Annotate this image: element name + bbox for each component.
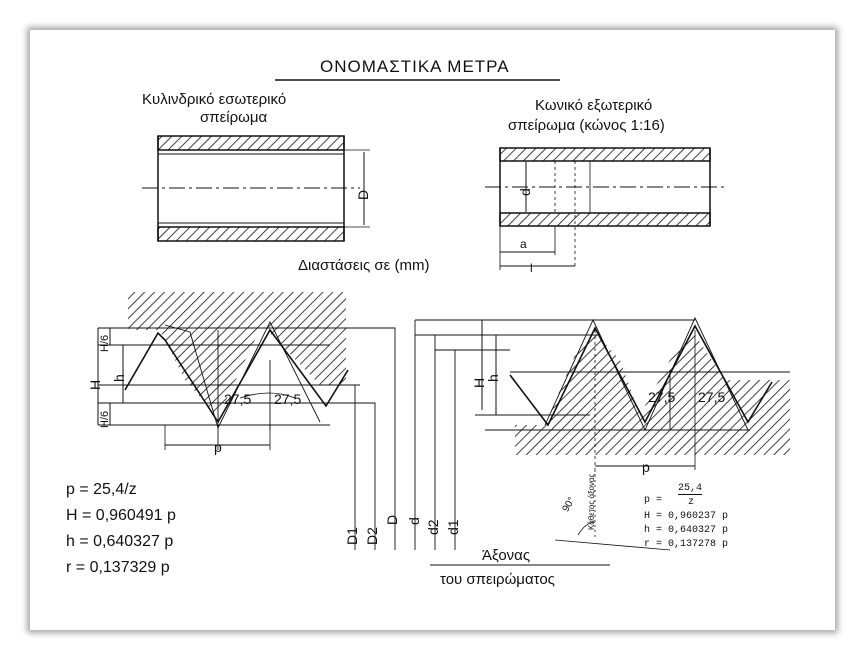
- label-H6-bottom-left: H/6: [99, 410, 111, 428]
- label-H-right: H: [471, 377, 487, 388]
- label-angle-right-1: 27,5: [648, 389, 676, 405]
- formula-right-H: H = 0,960237 p: [644, 511, 729, 522]
- label-d2: d2: [425, 519, 441, 535]
- conical-external-thread: [485, 148, 725, 270]
- label-H6-top-left: H/6: [99, 334, 111, 352]
- label-D1: D1: [344, 527, 360, 545]
- drawing-sheet: [30, 30, 835, 630]
- label-D2: D2: [364, 527, 380, 545]
- left-caption-line2: σπείρωμα: [200, 109, 268, 126]
- label-D-top: D: [355, 189, 371, 200]
- units-note: Διαστάσεις σε (mm): [298, 257, 430, 274]
- label-perpendicular-axis: Κάθετος άξονας: [587, 473, 596, 530]
- formula-right-h: h = 0,640327 p: [644, 525, 729, 536]
- label-H-left: H: [87, 379, 103, 390]
- axis-label-line2: του σπειρώματος: [440, 571, 555, 588]
- formula-right-p-num: 25,4: [678, 483, 703, 494]
- label-a: a: [520, 237, 527, 251]
- formula-left-r: r = 0,137329 p: [66, 559, 170, 576]
- formula-right-r: r = 0,137278 p: [644, 539, 729, 550]
- cylinder-internal-thread: [142, 136, 370, 241]
- label-angle-left-2: 27,5: [274, 391, 302, 407]
- label-90deg: 90°: [560, 495, 578, 515]
- formula-left-h: h = 0,640327 p: [66, 533, 174, 550]
- drawing-title: ΟΝΟΜΑΣΤΙΚΑ ΜΕΤΡΑ: [320, 57, 510, 76]
- label-angle-left-1: 27,5: [224, 391, 252, 407]
- label-l: l: [530, 261, 533, 275]
- axis-label-line1: Άξονας: [482, 547, 531, 564]
- label-h-left: h: [111, 374, 127, 382]
- label-d-top: d: [517, 188, 533, 196]
- formula-right-p-label: p =: [644, 495, 663, 506]
- external-thread-profile: [415, 318, 790, 550]
- label-h-right: h: [485, 374, 501, 382]
- label-p-left: p: [214, 439, 222, 455]
- right-caption-line2: σπείρωμα (κώνος 1:16): [508, 117, 665, 134]
- label-d1: d1: [445, 519, 461, 535]
- label-angle-right-2: 27,5: [698, 389, 726, 405]
- formula-right-p-den: z: [688, 497, 695, 508]
- left-caption-line1: Κυλινδρικό εσωτερικό: [142, 91, 287, 108]
- right-caption-line1: Κωνικό εξωτερικό: [535, 97, 653, 114]
- label-d-bottom: d: [406, 517, 422, 525]
- label-D-bottom: D: [384, 514, 400, 525]
- label-p-right: p: [642, 459, 650, 475]
- formula-left-H: H = 0,960491 p: [66, 507, 176, 524]
- formula-left-p: p = 25,4/z: [66, 481, 137, 498]
